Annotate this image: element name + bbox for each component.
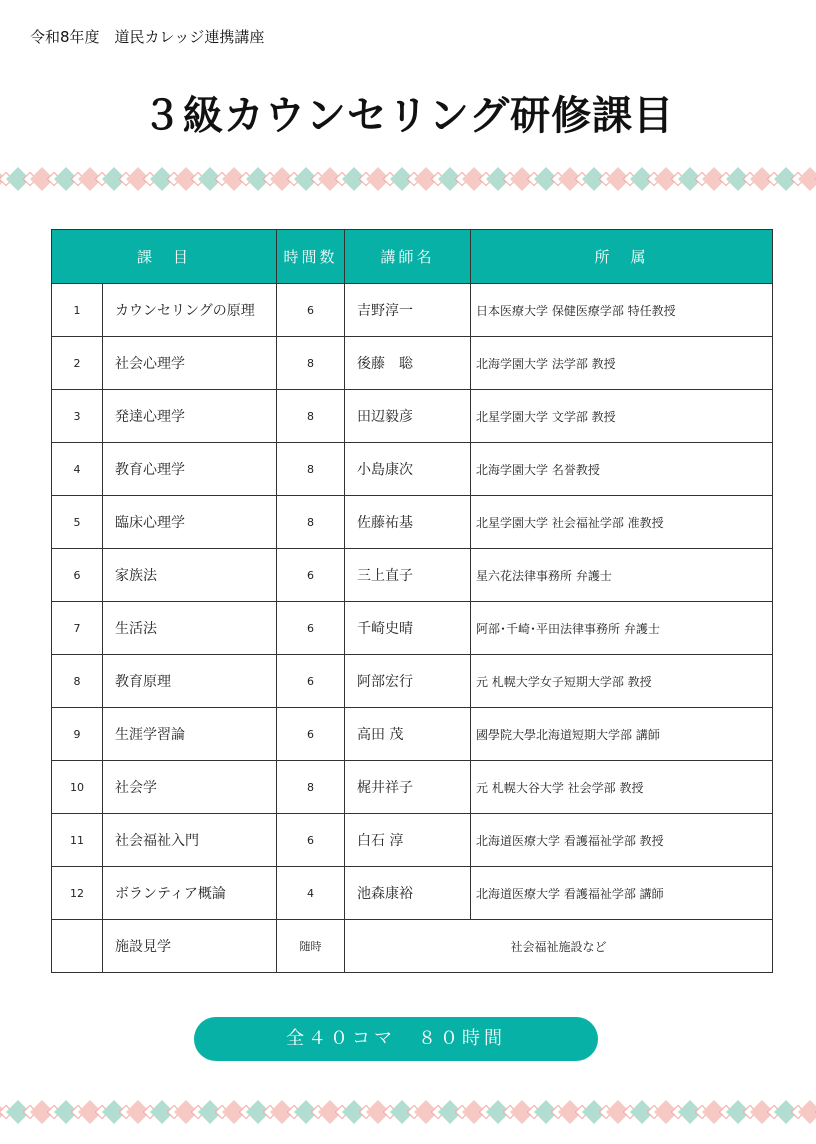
row-hours: 8 (277, 761, 345, 814)
row-lecturer: 白石 淳 (345, 814, 471, 867)
row-number: 9 (52, 708, 103, 761)
table-row (52, 602, 773, 655)
row-lecturer: 後藤 聡 (345, 337, 471, 390)
course-table (51, 229, 773, 973)
row-lecturer: 千崎史晴 (345, 602, 471, 655)
row-lecturer: 高田 茂 (345, 708, 471, 761)
row-hours: 8 (277, 390, 345, 443)
row-lecturer: 田辺毅彦 (345, 390, 471, 443)
row-number-empty (52, 920, 103, 973)
row-lecturer: 阿部宏行 (345, 655, 471, 708)
table-row (52, 496, 773, 549)
row-hours: 6 (277, 655, 345, 708)
row-lecturer: 三上直子 (345, 549, 471, 602)
row-subject: 社会学 (103, 761, 277, 814)
column-header-affiliation: 所 属 (471, 230, 773, 284)
row-number: 7 (52, 602, 103, 655)
row-affiliation: 北星学園大学 社会福祉学部 准教授 (471, 496, 773, 549)
row-subject: カウンセリングの原理 (103, 284, 277, 337)
row-affiliation: 元 札幌大学女子短期大学部 教授 (471, 655, 773, 708)
row-lecturer: 吉野淳一 (345, 284, 471, 337)
table-row (52, 761, 773, 814)
row-hours: 6 (277, 814, 345, 867)
row-hours: 6 (277, 549, 345, 602)
row-hours: 6 (277, 284, 345, 337)
row-affiliation: 北海道医療大学 看護福祉学部 講師 (471, 867, 773, 920)
table-header-row (52, 230, 773, 284)
column-header-hours: 時間数 (277, 230, 345, 284)
table-row (52, 284, 773, 337)
row-subject: 教育心理学 (103, 443, 277, 496)
row-hours: 随時 (277, 920, 345, 973)
row-subject: 生涯学習論 (103, 708, 277, 761)
row-number: 5 (52, 496, 103, 549)
table-row (52, 867, 773, 920)
row-affiliation: 阿部･千崎･平田法律事務所 弁護士 (471, 602, 773, 655)
row-affiliation: 北海学園大学 法学部 教授 (471, 337, 773, 390)
row-affiliation: 北星学園大学 文学部 教授 (471, 390, 773, 443)
row-number: 12 (52, 867, 103, 920)
diamond-border-bottom (0, 1098, 816, 1126)
table-row (52, 655, 773, 708)
row-affiliation: 社会福祉施設など (345, 920, 773, 973)
row-hours: 6 (277, 708, 345, 761)
table-row (52, 708, 773, 761)
total-sessions-badge: 全４０コマ ８０時間 (194, 1017, 598, 1061)
row-lecturer: 小島康次 (345, 443, 471, 496)
row-hours: 8 (277, 496, 345, 549)
column-header-subject: 課 目 (52, 230, 277, 284)
row-subject: 社会心理学 (103, 337, 277, 390)
row-hours: 4 (277, 867, 345, 920)
row-affiliation: 北海道医療大学 看護福祉学部 教授 (471, 814, 773, 867)
row-lecturer: 梶井祥子 (345, 761, 471, 814)
page-title: ３級カウンセリング研修課目 (141, 93, 675, 139)
row-number: 1 (52, 284, 103, 337)
row-number: 10 (52, 761, 103, 814)
row-affiliation: 日本医療大学 保健医療学部 特任教授 (471, 284, 773, 337)
column-header-lecturer: 講師名 (345, 230, 471, 284)
row-subject: 臨床心理学 (103, 496, 277, 549)
row-affiliation: 北海学園大学 名誉教授 (471, 443, 773, 496)
row-subject: 生活法 (103, 602, 277, 655)
row-hours: 8 (277, 337, 345, 390)
row-number: 11 (52, 814, 103, 867)
row-number: 6 (52, 549, 103, 602)
table-row (52, 549, 773, 602)
diamond-ornament (798, 1100, 816, 1124)
row-subject: 教育原理 (103, 655, 277, 708)
header-note: 令和8年度 道民カレッジ連携講座 (30, 28, 265, 46)
row-number: 4 (52, 443, 103, 496)
row-affiliation: 元 札幌大谷大学 社会学部 教授 (471, 761, 773, 814)
row-hours: 6 (277, 602, 345, 655)
row-subject: 発達心理学 (103, 390, 277, 443)
row-number: 2 (52, 337, 103, 390)
row-affiliation: 國學院大學北海道短期大学部 講師 (471, 708, 773, 761)
table-row (52, 443, 773, 496)
table-row (52, 814, 773, 867)
table-row-facility-visit (52, 920, 773, 973)
row-subject: 社会福祉入門 (103, 814, 277, 867)
table-row (52, 337, 773, 390)
row-number: 8 (52, 655, 103, 708)
row-hours: 8 (277, 443, 345, 496)
row-number: 3 (52, 390, 103, 443)
diamond-border-top (0, 165, 816, 193)
row-affiliation: 星六花法律事務所 弁護士 (471, 549, 773, 602)
diamond-ornament (798, 167, 816, 191)
row-subject: ボランティア概論 (103, 867, 277, 920)
row-subject: 家族法 (103, 549, 277, 602)
row-lecturer: 池森康裕 (345, 867, 471, 920)
row-lecturer: 佐藤祐基 (345, 496, 471, 549)
table-row (52, 390, 773, 443)
row-subject: 施設見学 (103, 920, 277, 973)
